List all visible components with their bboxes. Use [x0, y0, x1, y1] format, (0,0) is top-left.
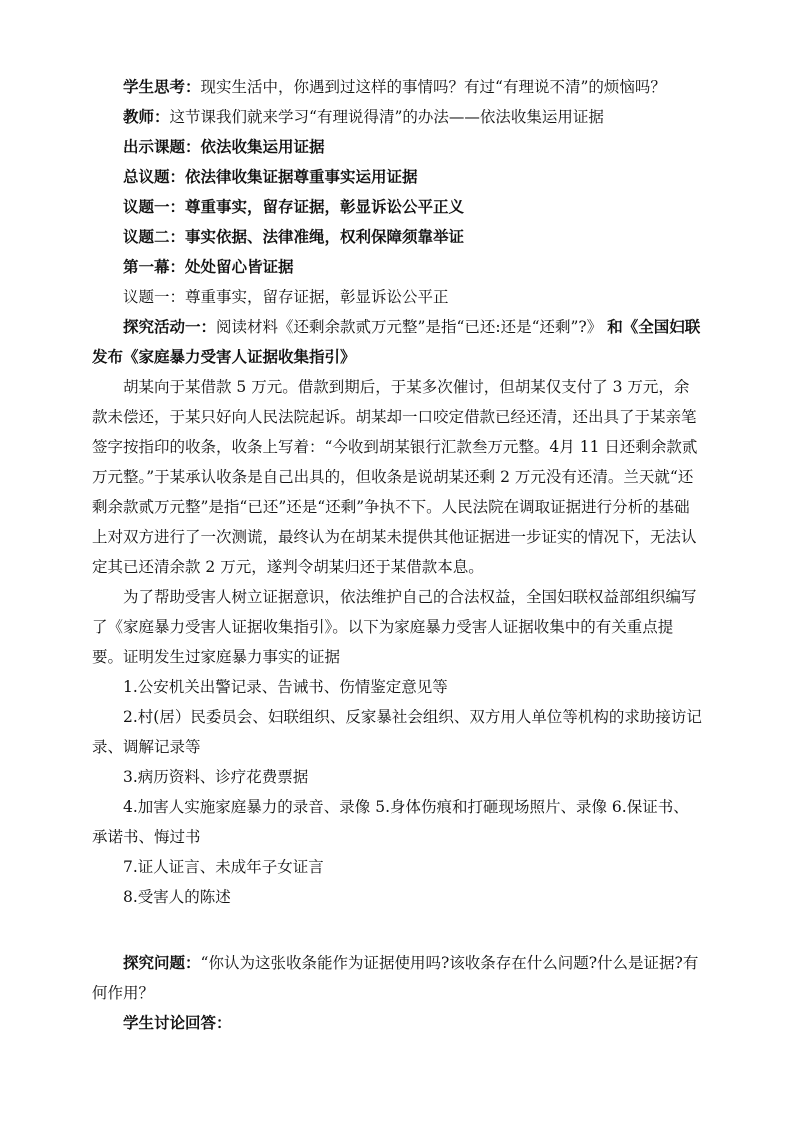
evidence-item: 3.病历资料、诊疗花费票据 — [123, 768, 309, 786]
guide-paragraph: 为了帮助受害人树立证据意识，依法维护自己的合法权益，全国妇联权益部组织编写了《家庭暴力受害人证据收集指引》。以下为家庭暴力受害人证据收集中的有关重点提要。证明发生过家庭暴力事实的证据 — [92, 588, 697, 666]
document-page — [92, 72, 704, 1038]
case-paragraph: 胡某向于某借款 5 万元。借款到期后，于某多次催讨，但胡某仅支付了 3 万元，余款未偿还，于某只好向人民法院起诉。胡某却一口咬定借款已经还清，还出具了于某亲笔签字按指印的收条，收条上写着：“今收到胡某银行汇款叁万元整。4月 11 日还剩余款贰万元整。”于某承认收条是自己出具的，但收条是说胡某还剩 2 万元没有还清。兰天就“还剩余款贰万元整”是指“已还”还是“还剩”争执不下。人民法院在调取证据进行分析的基础上对双方进行了一次测谎，最终认为在胡某未提供其他证据进一步证实的情况下，无法认定其已还清余款 2 万元，遂判令胡某归还于某借款本息。 — [92, 378, 698, 576]
topic-one-line: 议题一：尊重事实，留存证据，彰显诉讼公平正义 — [123, 197, 465, 216]
activity-one-bold-text: 和《全国妇联发布《家庭暴力受害人证据收集指引》 — [92, 317, 701, 366]
topic-one-repeat-line: 议题一：尊重事实，留存证据，彰显诉讼公平正 — [123, 288, 449, 306]
spacer — [92, 912, 704, 948]
activity-one-label: 探究活动一： — [123, 317, 217, 336]
teacher-text: 这节课我们就来学习“有理说得清”的办法——依法收集运用证据 — [169, 108, 604, 126]
evidence-item: 4.加害人实施家庭暴力的录音、录像 5.身体伤痕和打砸现场照片、录像 6.保证书、承诺书、悔过书 — [92, 798, 689, 846]
teacher-line — [92, 102, 704, 132]
activity-one-text: 阅读材料《还剩余款贰万元整”是指“已还:还是“还剩”?》 — [216, 318, 603, 336]
topic-two-line: 议题二：事实依据、法律准绳，权利保障须靠举证 — [123, 227, 465, 246]
student-thinking-text: 现实生活中，你遇到过这样的事情吗？有过“有理说不清”的烦恼吗？ — [200, 78, 666, 96]
inquiry-question-text: “你认为这张收条能作为证据使用吗?该收条存在什么问题?什么是证据?有何作用？ — [92, 954, 699, 1002]
teacher-label: 教师： — [123, 107, 170, 126]
evidence-item: 1.公安机关出警记录、告诫书、伤情鉴定意见等 — [123, 678, 448, 696]
act-one-line: 第一幕：处处留心皆证据 — [123, 257, 294, 276]
evidence-item: 2.村(居）民委员会、妇联组织、反家暴社会组织、双方用人单位等机构的求助接访记录、调解记录等 — [92, 708, 702, 756]
student-thinking-line — [92, 72, 704, 102]
evidence-item: 8.受害人的陈述 — [123, 888, 231, 906]
main-topic-line: 总议题：依法律收集证据尊重事实运用证据 — [123, 167, 418, 186]
inquiry-question-label: 探究问题： — [123, 953, 201, 972]
student-discussion-line: 学生讨论回答： — [123, 1013, 232, 1032]
activity-one-line — [92, 312, 704, 372]
student-thinking-label: 学生思考： — [123, 77, 201, 96]
lesson-title-line: 出示课题：依法收集运用证据 — [123, 137, 325, 156]
evidence-item: 7.证人证言、未成年子女证言 — [123, 858, 324, 876]
inquiry-question-line — [92, 948, 704, 1008]
